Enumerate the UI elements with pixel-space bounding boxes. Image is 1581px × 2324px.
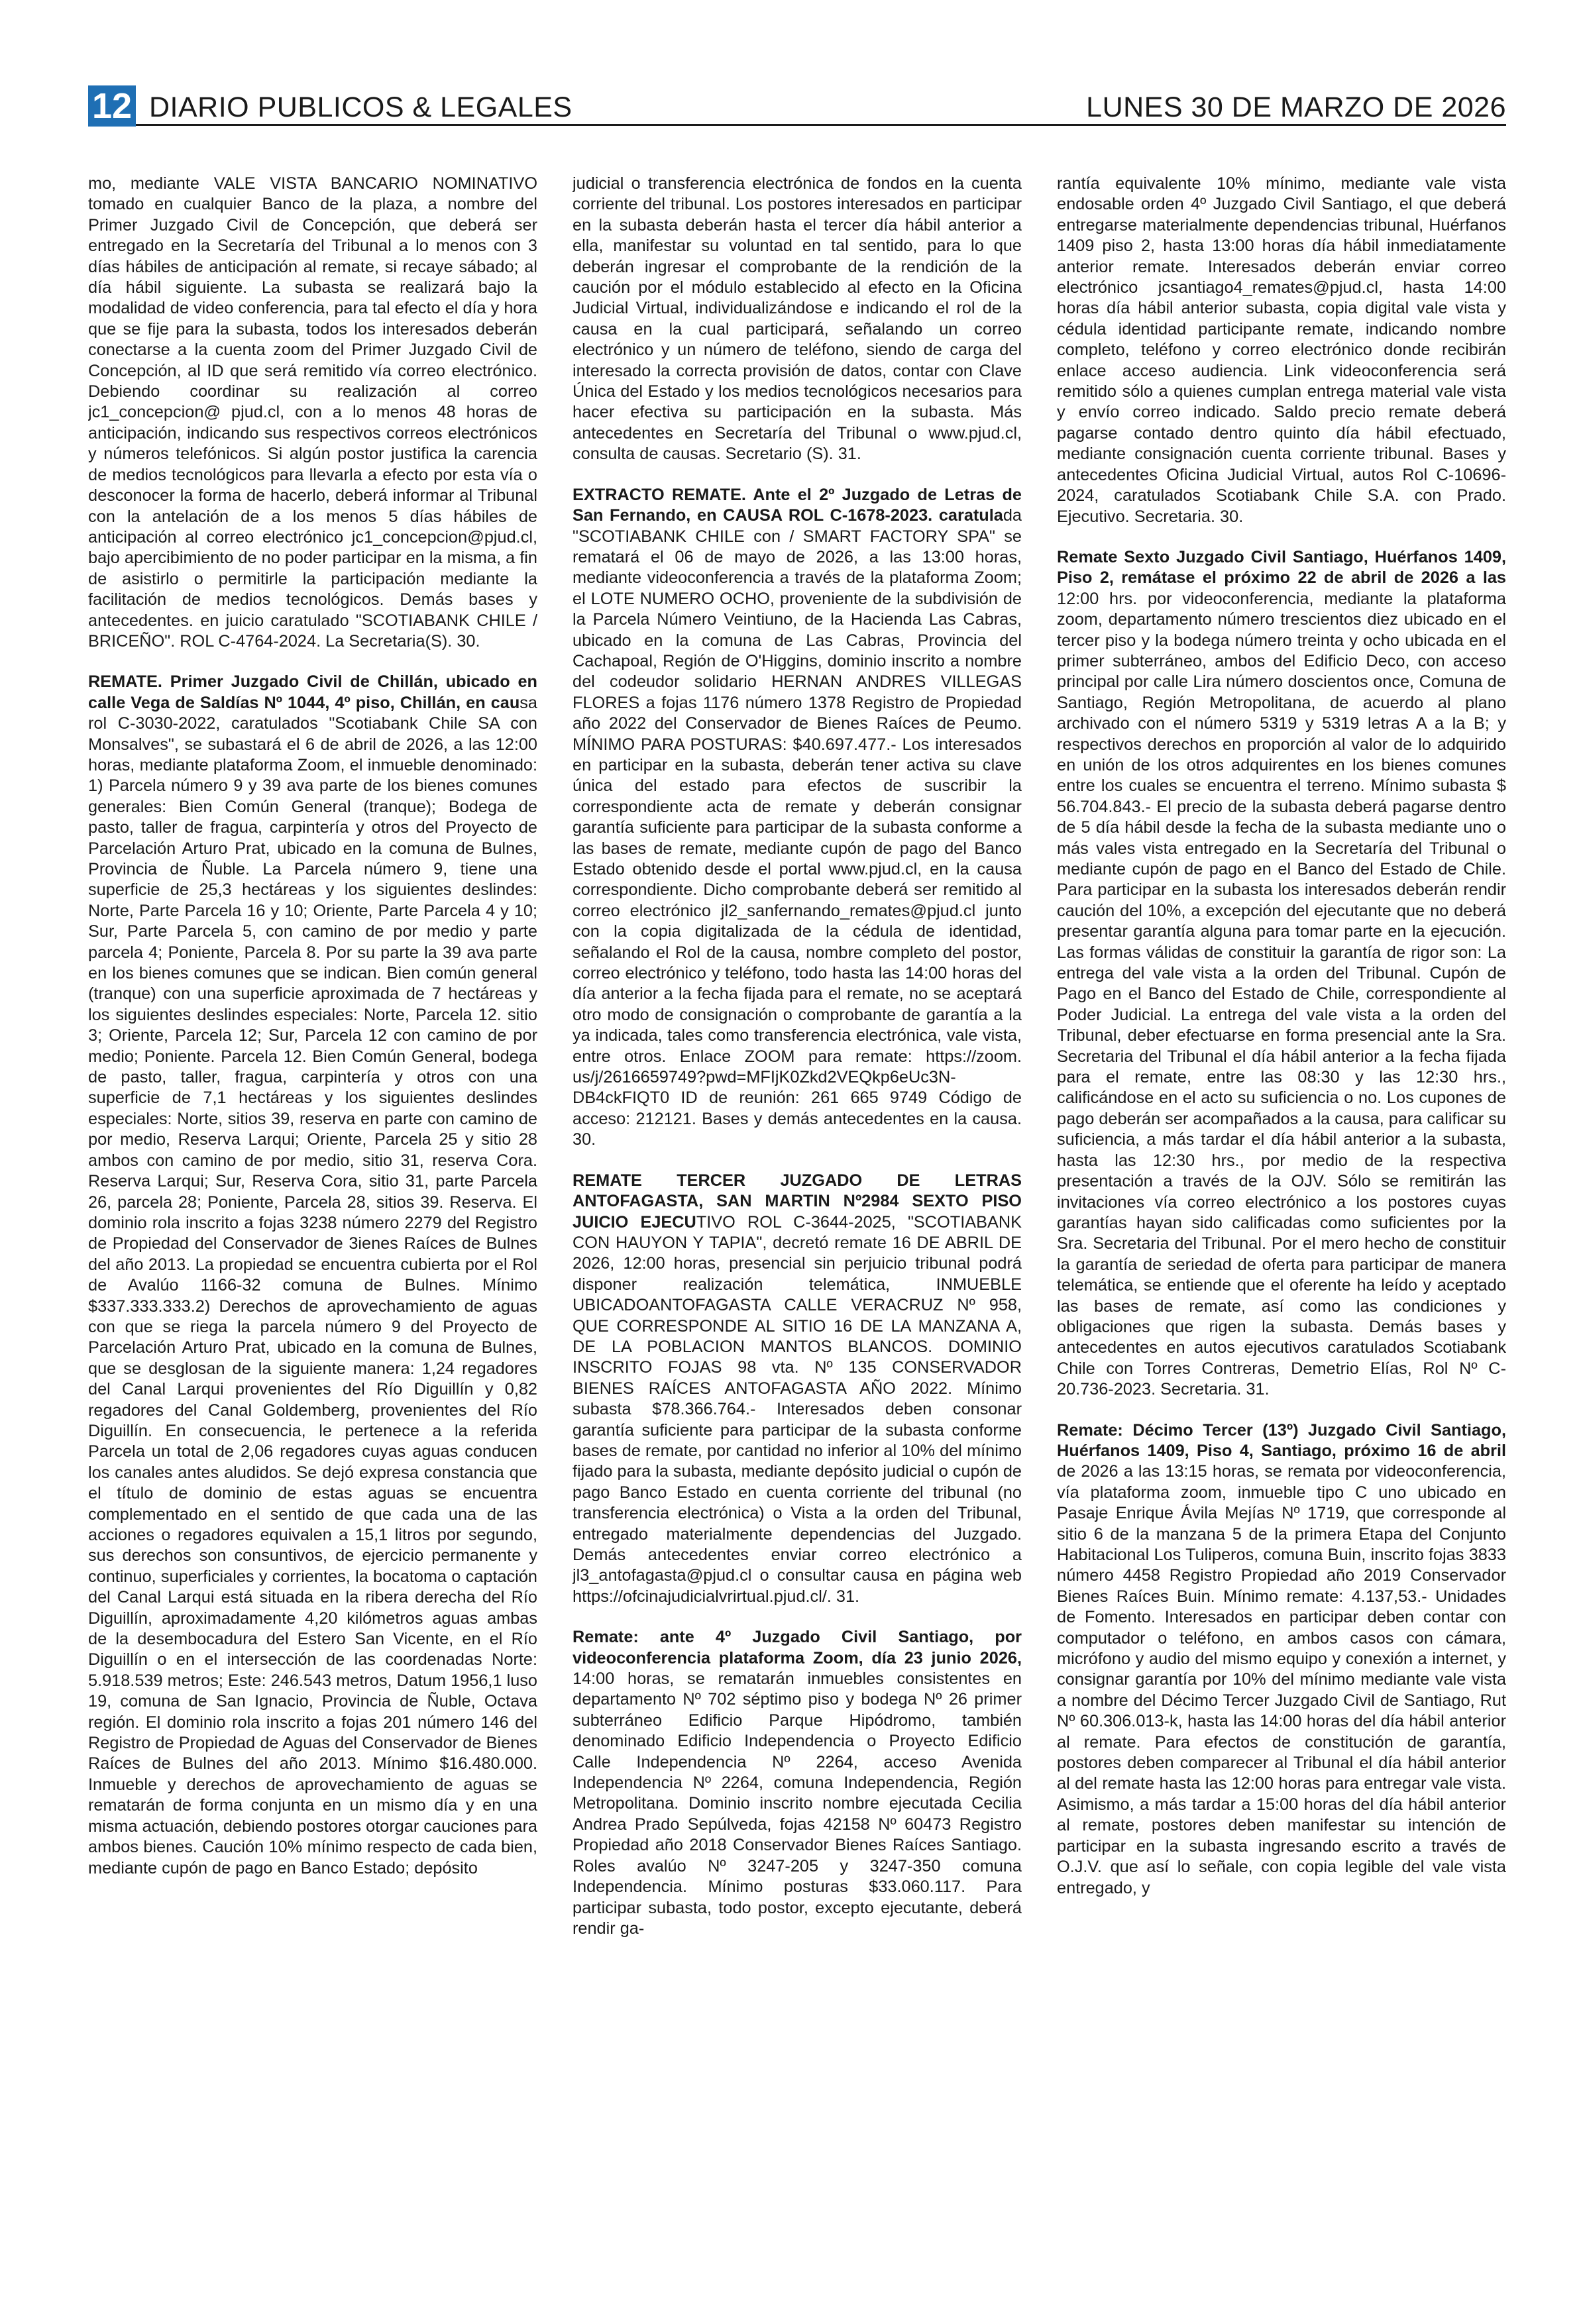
notice-body: sa rol C-3030-2022, caratulados "Scotiabank Chile SA con Monsalves", se subastará el 6 de abril de 2026, a las 12:00 horas, mediante plataforma Zoom, el inmueble denominado: 1) Parcela número 9 y 39 ava parte de los bienes comunes generales: Bien Común General (tranque); Bodega de pasto, taller de fragua, carpintería y otros del Proyecto de Parcelación Arturo Prat, ubicado en la comuna de Bulnes, Provincia de Ñuble. La Parcela número 9, tiene una superficie de 25,3 hectáreas y los siguientes deslindes: Norte, Parte Parcela 16 y 10; Oriente, Parte Parcela 4 y 10; Sur, Parte Parcela 5, con camino de por medio y parte parcela 4; Poniente, Parcela 8. Por su parte la 39 ava parte en los bienes comunes que se indican. Bien común general (tranque) con una superficie aproximada de 7 hectáreas y los siguientes deslindes especiales: Norte, Parcela 12. sitio 3; Oriente, Parcela 12; Sur, Parcela 12 con camino de por medio; Poniente. Parcela 12. Bien Común General, bodega de pasto, taller, fragua, carpintería y otros con una superficie de 7,1 hectáreas y los siguientes deslindes especiales: Norte, sitios 39, reserva en parte con camino de por medio, Reserva Larqui; Oriente, Parcela 25 y sitio 28 ambos con camino de por medio, sitio 31, reserva Cora. Reserva Larqui; Sur, Reserva Cora, sitio 31, parte Parcela 26, parcela 28; Poniente, Parcela 28, sitios 39. Reserva. El dominio rola inscrito a fojas 3238 número 2279 del Registro de Propiedad del Conservador de 3ienes Raíces de Bulnes del año 2013. La propiedad se encuentra cubierta por el Rol de Avalúo 1166-32 comuna de Bulnes. Mínimo $337.333.333.2) Derechos de aprovechamiento de aguas con que se riega la parcela número 9 del Proyecto de Parcelación Arturo Prat, ubicado en la comuna de Bulnes, que se desglosan de la siguiente manera: 1,24 regadores del Canal Larqui provenientes del Río Diguillín y 0,82 regadores del Canal Goldemberg, provenientes del Río Diguillín. En consecuencia, le pertenece a la referida Parcela un total de 2,06 regadores cuyas aguas conducen los canales antes aludidos. Se dejó expresa constancia que el título de dominio de estas aguas se encuentra complementado en el sentido de que cada una de las acciones o regadores equivalen a 15,1 litros por segundo, sus derechos son consuntivos, de ejercicio permanente y continuo, superficiales y corrientes, la bocatoma o captación del Canal Larqui está situada en la ribera derecha del Río Diguillín, aproximadamente 4,20 kilómetros aguas ambas de la desembocadura del Estero San Vicente, en el Río Diguillín o en el intersección de las coordenadas Norte: 5.918.539 metros; Este: 246.543 metros, Datum 1956,1 luso 19, comuna de San Ignacio, Provincia de Ñuble, Octava región. El dominio rola inscrito a fojas 201 número 146 del Registro de Propiedad de Aguas del Conservador de Bienes Raíces de Bulnes del año 2013. Mínimo $16.480.000. Inmueble y derechos de aprovechamiento de aguas se rematarán de forma conjunta en un mismo día y en una misma actuación, debiendo postores otorgar cauciones para ambos bienes. Caución 10% mínimo respecto de cada bien, mediante cupón de pago en Banco Estado; depósito [88,693,537,1877]
notice-continuation [1057,174,1506,527]
column-3 [1057,174,1506,2287]
notice [1057,1420,1506,1899]
notice [572,1627,1022,1939]
notice-body: mo, mediante VALE VISTA BANCARIO NOMINATIVO tomado en cualquier Banco de la plaza, a nombre del Primer Juzgado Civil de Concepción, que deberá ser entregado en la Secretaría del Tribunal a lo menos con 3 días hábiles de anticipación al remate, si recaye sábado; al día hábil siguiente. La subasta se realizará bajo la modalidad de video conferencia, para tal efecto el día y hora que se fije para la subasta, todos los interesados deberán conectarse a la cuenta zoom del Primer Juzgado Civil de Concepción, al ID que será remitido vía correo electrónico. Debiendo coordinar su realización al correo jc1_concepcion@ pjud.cl, con a lo menos 48 horas de anticipación, indicando sus respectivos correos electrónicos y números telefónicos. Si algún postor justifica la carencia de medios tecnológicos para llevarla a efecto por esta vía o desconocer la forma de hacerlo, deberá informar al Tribunal con la antelación de a los menos 5 días hábiles de anticipación al correo electrónico jc1_concepcion@pjud.cl, bajo apercibimiento de no poder participar en la misma, a fin de asistirlo o permitirle la participación mediante la facilitación de medios tecnológicos. Demás bases y antecedentes. en juicio caratulado "SCOTIABANK CHILE / BRICEÑO". ROL C-4764-2024. La Secretaria(S). 30. [88,174,537,651]
column-2 [572,174,1022,2287]
notice-continuation [88,174,537,652]
notice-body: rantía equivalente 10% mínimo, mediante vale vista endosable orden 4º Juzgado Civil Santiago, el que deberá entregarse materialmente dependencias tribunal, Huérfanos 1409 piso 2, hasta 13:00 horas día hábil inmediatamente anterior remate. Interesados deberán enviar correo electrónico jcsantiago4_remates@pjud.cl, hasta 14:00 horas día hábil anterior subasta, copia digital vale vista y cédula identidad participante remate, indicando nombre completo, teléfono y correo electrónico donde recibirán enlace acceso audiencia. Link videoconferencia será remitido sólo a quienes cumplan entrega material vale vista y envío correo indicado. Saldo precio remate deberá pagarse contado dentro quinto día hábil efectuado, mediante consignación cuenta corriente tribunal. Bases y antecedentes Oficina Judicial Virtual, autos Rol C-10696-2024, caratulados Scotiabank Chile S.A. con Prado. Ejecutivo. Secretaria. 30. [1057,174,1506,526]
notice-body: da "SCOTIABANK CHILE con / SMART FACTORY SPA" se rematará el 06 de mayo de 2026, a las 13:00 horas, mediante videoconferencia a través de la plataforma Zoom; el LOTE NUMERO OCHO, proveniente de la subdivisión de la Parcela Número Veintiuno, de la Hacienda Las Cabras, ubicado en la comuna de Las Cabras, Provincia del Cachapoal, Región de O'Higgins, dominio inscrito a nombre del codeudor solidario HERNAN ANDRES VILLEGAS FLORES a fojas 1176 número 1378 Registro de Propiedad año 2022 del Conservador de Bienes Raíces de Peumo. MÍNIMO PARA POSTURAS: $40.697.477.- Los interesados en participar en la subasta, deberán tener activa su clave única del estado para efectos de suscribir la correspondiente acta de remate y deberán consignar garantía suficiente para participar de la subasta conforme a las bases de remate, mediante cupón de pago del Banco Estado obtenido desde el portal www.pjud.cl, en la causa correspondiente. Dicho comprobante deberá ser remitido al correo electrónico jl2_sanfernando_remates@pjud.cl junto con la copia digitalizada de la cédula de identidad, señalando el Rol de la causa, nombre completo del postor, correo electrónico y teléfono, todo hasta las 14:00 horas del día anterior a la fecha fijada para el remate, no se aceptará otro modo de consignación o comprobante de garantía a la ya indicada, tales como transferencia electrónica, vale vista, entre otros. Enlace ZOOM para remate: https://zoom. us/j/2616659749?pwd=MFIjK0Zkd2VEQkp6eUc3N-DB4ckFIQT0 ID de reunión: 261 665 9749 Código de acceso: 212121. Bases y demás antecedentes en la causa. 30. [572,506,1022,1149]
column-1 [88,174,537,2287]
notice [572,485,1022,1151]
page-header [88,81,1506,126]
notice [1057,547,1506,1400]
notice-lead: Remate: ante 4º Juzgado Civil Santiago, por videoconferencia plataforma Zoom, día 23 junio 2026, [572,1628,1022,1667]
notice-lead: EXTRACTO REMATE. Ante el 2º Juzgado de Letras de San Fernando, en CAUSA ROL C-1678-2023. caratula [572,485,1022,525]
notice-lead: REMATE TERCER JUZGADO DE LETRAS ANTOFAGASTA, SAN MARTIN Nº2984 SEXTO PISO JUICIO EJECU [572,1171,1022,1232]
publication-date: LUNES 30 DE MARZO DE 2026 [1086,91,1506,123]
notice-body: de 2026 a las 13:15 horas, se remata por videoconferencia, vía plataforma zoom, inmueble tipo C uno ubicado en Pasaje Enrique Ávila Mejías Nº 1719, que corresponde al sitio 6 de la manzana 5 de la primera Etapa del Conjunto Habitacional Los Tuliperos, comuna Buin, inscrito fojas 3833 número 4458 Registro Propiedad año 2019 Conservador Bienes Raíces Buin. Mínimo remate: 4.137,53.- Unidades de Fomento. Interesados en participar deben contar con computador o teléfono, en ambos casos con cámara, micrófono y audio del mismo equipo y conexión a internet, y consignar garantía por 10% del mínimo mediante vale vista a nombre del Décimo Tercer Juzgado Civil de Santiago, Rut Nº 60.306.013-k, hasta las 14:00 horas del día hábil anterior al remate. Para efectos de constitución de garantía, postores deben comparecer al Tribunal el día hábil anterior al del remate hasta las 12:00 horas para entregar vale vista. Asimismo, a más tardar a 15:00 horas del día hábil anterior al remate, postores deben manifestar su intención de participar en la subasta ingresando escrito a través de O.J.V. que así lo señale, con copia legible del vale vista entregado, y [1057,1462,1506,1897]
publication-name: DIARIO PUBLICOS & LEGALES [149,91,572,123]
notice-body: 14:00 horas, se rematarán inmuebles consistentes en departamento Nº 702 séptimo piso y bodega Nº 26 primer subterráneo Edificio Parque Hipódromo, también denominado Edificio Independencia o Proyecto Edificio Calle Independencia Nº 2264, acceso Avenida Independencia Nº 2264, comuna Independencia, Región Metropolitana. Dominio inscrito nombre ejecutada Cecilia Andrea Prado Sepúlveda, fojas 42158 Nº 60473 Registro Propiedad año 2018 Conservador Bienes Raíces Santiago. Roles avalúo Nº 3247-205 y 3247-350 comuna Independencia. Mínimo posturas $33.060.117. Para participar subasta, todo postor, excepto ejecutante, deberá rendir ga- [572,1669,1022,1938]
notice-body: 12:00 hrs. por videoconferencia, mediante la plataforma zoom, departamento número trescientos diez ubicado en el tercer piso y la bodega número treinta y ocho ubicada en el primer subterráneo, ambos del Edificio Deco, con acceso principal por calle Lira número doscientos once, Comuna de Santiago, Región Metropolitana, de acuerdo al plano archivado con el número 5319 y 5319 letras A a la B; y respectivos derechos en proporción al valor de lo adquirido en unión de los otros adquirentes en los bienes comunes entre los cuales se encuentra el terreno. Mínimo subasta $ 56.704.843.- El precio de la subasta deberá pagarse dentro de 5 día hábil desde la fecha de la subasta mediante uno o más vales vista entregado en la Secretaría del Tribunal o mediante cupón de pago en el Banco del Estado de Chile. Para participar en la subasta los interesados deberán rendir caución del 10%, a excepción del ejecutante que no deberá presentar garantía alguna para tomar parte en la ejecución. Las formas válidas de constituir la garantía de rigor son: La entrega del vale vista a la orden del Tribunal. Cupón de Pago en el Banco del Estado de Chile, correspondiente al Poder Judicial. La entrega del vale vista a la orden del Tribunal, deber efectuarse en forma presencial ante la Sra. Secretaria del Tribunal el día hábil anterior a la fecha fijada para el remate, entre las 08:30 y las 12:30 hrs., calificándose en el acto su suficiencia o no. Los cupones de pago deberán ser acompañados a la causa, para calificar su suficiencia, a más tardar el día hábil anterior a la subasta, hasta las 12:30 hrs., por medio de la respectiva presentación a través de la OJV. Sólo se remitirán las invitaciones vía correo electrónico a los postores cuyas garantías hayan sido calificadas como suficientes por la Sra. Secretaria del Tribunal. Por el mero hecho de constituir la garantía de seriedad de oferta para participar de manera telemática, se entiende que el oferente ha leído y aceptado las bases de remate, así como las condiciones y obligaciones que rigen la subasta. Demás bases y antecedentes en autos ejecutivos caratulados Scotiabank Chile con Torres Contreras, Demetrio Elías, Rol Nº C-20.736-2023. Secretaria. 31. [1057,589,1506,1399]
notice-continuation [572,174,1022,465]
page-number: 12 [88,85,136,127]
notice-lead: REMATE. Primer Juzgado Civil de Chillán, ubicado en calle Vega de Saldías Nº 1044, 4º piso, Chillán, en cau [88,672,537,712]
notice [88,672,537,1879]
notice [572,1171,1022,1608]
notice-body: judicial o transferencia electrónica de fondos en la cuenta corriente del tribunal. Los postores interesados en participar en la subasta deberán hasta el tercer día hábil anterior a ella, manifestar su voluntad en tal sentido, para lo que deberán ingresar el comprobante de la rendición de la caución por el módulo establecido al efecto en la Oficina Judicial Virtual, individualizándose e indicando el rol de la causa en la cual participará, señalando un correo electrónico y un número de teléfono, siendo de carga del interesado la correcta provisión de datos, contar con Clave Única del Estado y los medios tecnológicos necesarios para hacer efectiva su participación en la subasta. Más antecedentes en Secretaría del Tribunal o www.pjud.cl, consulta de causas. Secretario (S). 31. [572,174,1022,464]
notice-lead: Remate: Décimo Tercer (13º) Juzgado Civil Santiago, Huérfanos 1409, Piso 4, Santiago, próximo 16 de abril [1057,1420,1506,1460]
notice-lead: Remate Sexto Juzgado Civil Santiago, Huérfanos 1409, Piso 2, remátase el próximo 22 de abril de 2026 a las [1057,547,1506,588]
notice-body: TIVO ROL C-3644-2025, "SCOTIABANK CON HAUYON Y TAPIA", decretó remate 16 DE ABRIL DE 2026, 12:00 horas, presencial sin perjuicio tribunal podrá disponer realización telemática, INMUEBLE UBICADOANTOFAGASTA CALLE VERACRUZ Nº 958, QUE CORRESPONDE AL SITIO 16 DE LA MANZANA A, DE LA POBLACION MANTOS BLANCOS. DOMINIO INSCRITO FOJAS 98 vta. Nº 135 CONSERVADOR BIENES RAÍCES ANTOFAGASTA AÑO 2022. Mínimo subasta $78.366.764.- Interesados deben consonar garantía suficiente para participar de la subasta conforme bases de remate, por cantidad no inferior al 10% del mínimo fijado para la subasta, mediante depósito judicial o cupón de pago Banco Estado en cuenta corriente del tribunal (no transferencia electrónica) o Vista a la orden del Tribunal, entregado materialmente dependencias del Juzgado. Demás antecedentes enviar correo electrónico a jl3_antofagasta@pjud.cl o consultar causa en página web https://ofcinajudicialvrirtual.pjud.cl/. 31. [572,1212,1022,1606]
